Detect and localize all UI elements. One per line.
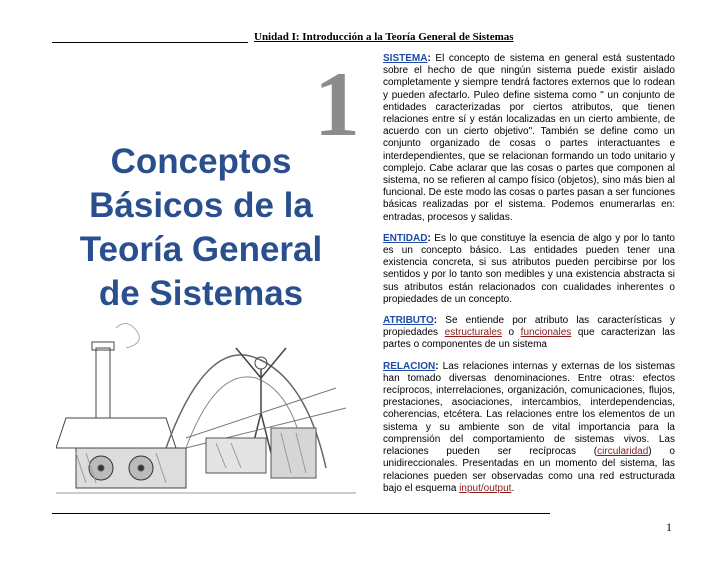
header-rule xyxy=(52,42,248,43)
industrial-machinery-sketch-icon xyxy=(56,318,356,508)
chapter-title xyxy=(56,140,346,316)
link-estructurales[interactable]: estructurales xyxy=(444,327,502,339)
link-input-output[interactable]: input/output xyxy=(459,482,512,494)
chapter-title-line: de Sistemas xyxy=(98,274,304,313)
link-funcionales[interactable]: funcionales xyxy=(520,327,572,339)
term-atributo: ATRIBUTO xyxy=(383,315,434,327)
page-number: 1 xyxy=(666,520,672,534)
footer-rule xyxy=(52,513,257,514)
chapter-number: 1 xyxy=(314,53,360,155)
term-sistema: SISTEMA xyxy=(383,53,428,64)
running-header: Unidad I: Introducción a la Teoría General de Sistemas xyxy=(254,31,514,43)
term-relacion: RELACION xyxy=(383,360,436,372)
definitions-column xyxy=(383,53,675,504)
definition-relacion: RELACION: Las relaciones internas y externas de los sistemas han tomado diversas denominaciones. Entre otras: efectos recíprocos, interrelaciones, organización, comunicaciones, flujos, prestaciones, asociaciones, intercambios, interdependencias, coherencias, etcétera. Las relaciones entre los elementos de un sistema y su ambiente son de vital importancia para la comprensión del comportamiento de sistemas vivos. Las relaciones pueden ser recíprocas (circularidad) o unidireccionales. Presentadas en un momento del sistema, las relaciones pueden ser observadas como una red estructurada bajo el esquema input/output. xyxy=(383,360,675,494)
definition-text: El concepto de sistema en general está sustentado sobre el hecho de que ningún sistema puede existir aislado completamente y siempre tendrá factores externos que lo rodean y pueden afectarlo. Puleo define sistema como " un conjunto de entidades caracterizadas por ciertos atributos, que tienen relaciones entre sí y están localizadas en un cierto ambiente, de acuerdo con un cierto objetivo". También se define como un conjunto organizado de cosas o partes interactuantes e interdependientes, que se relacionan formando un todo unitario y complejo. Cabe aclarar que las cosas o partes que componen al sistema, no se refieren al campo físico (objetos), sino más bien al funcional. De este modo las cosas o partes pasan a ser funciones básicas realizadas por el sistema. Podemos enumerarlas en: entradas, procesos y salidas. xyxy=(383,53,675,223)
link-circularidad[interactable]: circularidad xyxy=(597,446,649,458)
definition-text: Es lo que constituye la esencia de algo y por lo tanto es un concepto básico. Las entidades pueden tener una existencia concreta, si sus atributos pueden percibirse por los sentidos y por lo tanto son medibles y una existencia abstracta si sus atributos están relacionados con cualidades inherentes o propiedades de un concepto. xyxy=(383,232,675,305)
chapter-title-line: Básicos de la xyxy=(89,186,313,225)
chapter-title-line: Teoría General xyxy=(79,230,323,269)
definition-sistema: SISTEMA: El concepto de sistema en general está sustentado sobre el hecho de que ningún sistema puede existir aislado completamente y siempre tendrá factores externos que lo rodean y pueden afectarlo. Puleo define sistema como " un conjunto de entidades caracterizadas por ciertos atributos, que tienen relaciones entre sí y están localizadas en un cierto ambiente, de acuerdo con un cierto objetivo". También se define como un conjunto organizado de cosas o partes interactuantes e interdependientes, que se relacionan formando un todo unitario y complejo. Cabe aclarar que las cosas o partes que componen al sistema, no se refieren al campo físico (objetos), sino más bien al funcional. De este modo las cosas o partes pasan a ser funciones básicas realizadas por el sistema. Podemos enumerarlas en: entradas, procesos y salidas. xyxy=(383,53,675,223)
definition-entidad: ENTIDAD: Es lo que constituye la esencia de algo y por lo tanto es un concepto básico. Las entidades pueden tener una existencia concreta, si sus atributos pueden percibirse por los sentidos y por lo tanto son medibles y una existencia abstracta si sus atributos están relacionados con cualidades inherentes o propiedades de un concepto. xyxy=(383,232,675,305)
term-entidad: ENTIDAD xyxy=(383,232,428,244)
definition-atributo: ATRIBUTO: Se entiende por atributo las características y propiedades estructurales o funcionales que caracterizan las partes o componentes de un sistema xyxy=(383,315,675,351)
chapter-title-line: Conceptos xyxy=(110,142,292,181)
definition-text: Las relaciones internas y externas de los sistemas han tomado diversas denominaciones. Entre otras: efectos recíprocos, interrelaciones, organización, comunicaciones, flujos, prestaciones, asociaciones, intercambios, interdependencias, coherencias, etcétera. Las relaciones entre los elementos de un sistema y su ambiente son de vital importancia para la comprensión del comportamiento de sistemas vivos. Las relaciones pueden ser recíprocas ( xyxy=(383,360,675,458)
definition-text: Se entiende por atributo las características y propiedades xyxy=(383,315,675,339)
footer-rule xyxy=(257,513,550,514)
